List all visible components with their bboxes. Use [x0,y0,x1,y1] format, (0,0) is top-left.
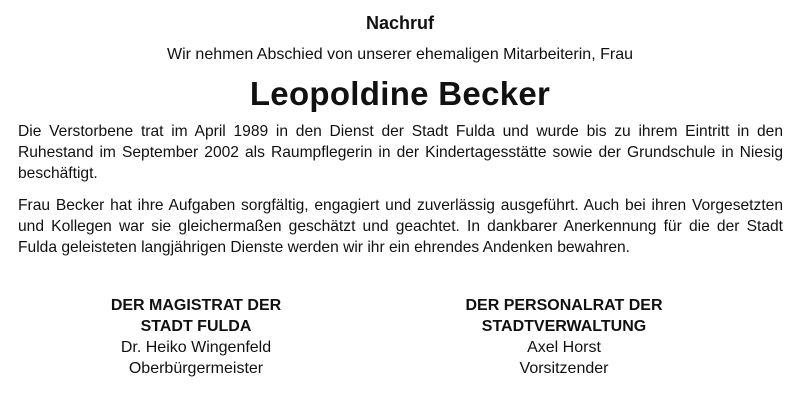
biography-paragraph: Die Verstorbene trat im April 1989 in den Dienst der Stadt Fulda und wurde bis zu ihrem Eintritt in den Ruhestand im September 2002 als Raumpflegerin in der Kindertagesstätte sowie der Grundschule in Niesig beschäftigt. [18,123,783,182]
signatory-title: Oberbürgermeister [128,360,264,377]
signature-org-line: STADTVERWALTUNG [481,318,647,335]
intro-line: Wir nehmen Abschied von unserer ehemaligen Mitarbeiterin, Frau [166,46,633,63]
signatory-name: Axel Horst [527,339,601,356]
notice-heading: Nachruf [365,13,434,33]
signature-block-personalrat [414,295,714,379]
deceased-name: Leopoldine Becker [249,75,551,112]
signature-block-magistrat [46,295,346,379]
signature-org-line: DER PERSONALRAT DER [465,297,663,314]
signatory-name: Dr. Heiko Wingenfeld [120,339,272,356]
signature-org-line: STADT FULDA [140,318,252,335]
tribute-paragraph: Frau Becker hat ihre Aufgaben sorgfältig, engagiert und zuverlässig ausgeführt. Auch bei ihren Vorgesetzten und Kollegen war sie gleichermaßen geschätzt und geachtet. In dankbarer Anerkennung für die der Stadt Fulda geleisteten langjährigen Dienste werden wir ihr ein ehrendes Andenken bewahren. [18,197,783,256]
signatory-title: Vorsitzender [519,360,609,377]
signature-org-line: DER MAGISTRAT DER [110,297,282,314]
